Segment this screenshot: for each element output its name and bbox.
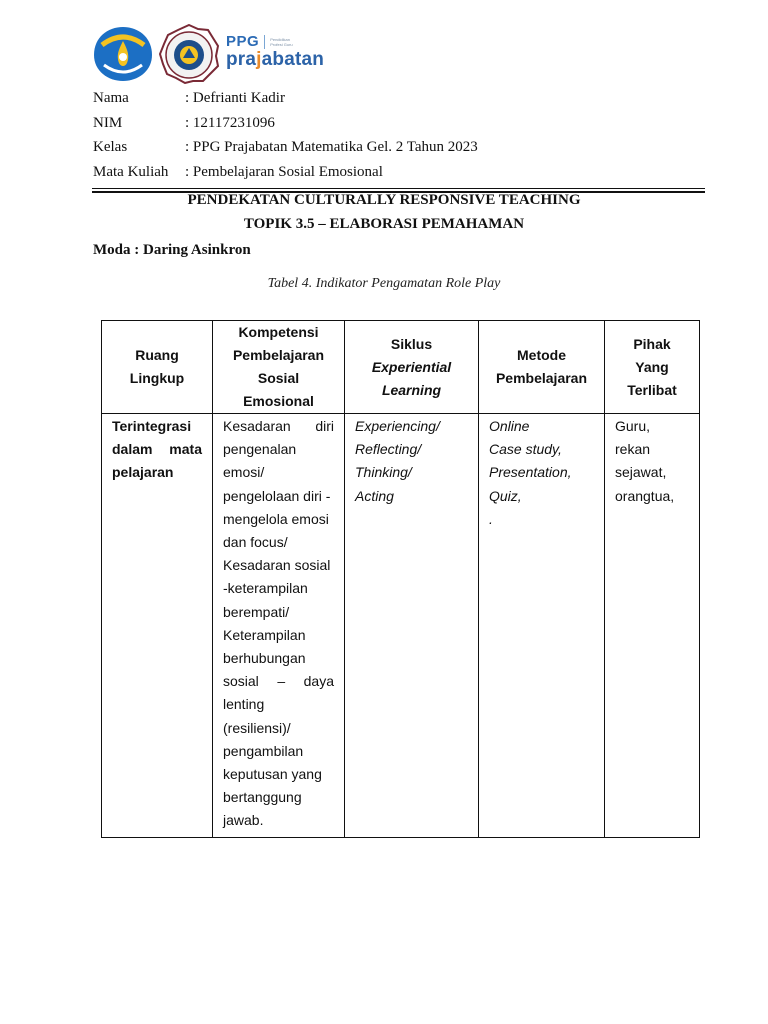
document-subtitle: TOPIK 3.5 – ELABORASI PEMAHAMAN	[243, 216, 525, 232]
ppg-prajabatan-logo	[226, 33, 324, 71]
student-class: : PPG Prajabatan Matematika Gel. 2 Tahun 2023	[185, 139, 478, 156]
header-metode: Metode Pembelajaran	[479, 321, 605, 414]
tut-wuri-handayani-logo	[92, 25, 154, 83]
header-logos	[92, 24, 324, 84]
identity-row-nama: Nama : Defrianti Kadir	[93, 86, 478, 111]
identity-row-kelas: Kelas : PPG Prajabatan Matematika Gel. 2 Tahun 2023	[93, 135, 478, 160]
ppg-subtext: Pendidikan Profesi Guru	[270, 36, 293, 47]
header-kompetensi: Kompetensi Pembelajaran Sosial Emosional	[213, 321, 345, 414]
header-siklus: Siklus Experiential Learning	[345, 321, 479, 414]
identity-row-mata-kuliah: Mata Kuliah : Pembelajaran Sosial Emosional	[93, 160, 478, 185]
header-ruang-lingkup: Ruang Lingkup	[102, 321, 213, 414]
identity-row-nim: NIM : 12117231096	[93, 111, 478, 136]
role-play-indicator-table	[101, 320, 700, 838]
student-identity	[93, 86, 478, 185]
ppg-brand: prajabatan	[226, 49, 325, 70]
cell-siklus: Experiencing/ Reflecting/ Thinking/ Acting	[345, 414, 479, 838]
cell-ruang-lingkup: Terintegrasi dalam mata pelajaran	[102, 414, 213, 838]
table-row	[102, 414, 700, 838]
ppg-word: PPG	[226, 33, 260, 50]
university-seal-logo	[158, 24, 220, 84]
table-header-row	[102, 321, 700, 414]
table-caption: Tabel 4. Indikator Pengamatan Role Play	[267, 276, 501, 291]
document-title: PENDEKATAN CULTURALLY RESPONSIVE TEACHING	[187, 192, 581, 208]
divider-thin	[92, 188, 705, 189]
cell-kompetensi: Kesadaran diri pengenalan emosi/ pengelolaan diri - mengelola emosi dan focus/ Kesadaran sosial -keterampilan berempati/ Keterampilan berhubungan sosial – daya lenting (resiliensi)/ pengambilan keputusan yang bertanggung jawab.	[213, 414, 345, 838]
student-nim: : 12117231096	[185, 114, 275, 131]
cell-metode: Online Case study, Presentation, Quiz, .	[479, 414, 605, 838]
header-pihak: Pihak Yang Terlibat	[605, 321, 700, 414]
mode-label: Moda : Daring Asinkron	[93, 242, 251, 258]
student-name: : Defrianti Kadir	[185, 90, 285, 106]
course-name: : Pembelajaran Sosial Emosional	[185, 164, 383, 181]
cell-pihak: Guru, rekan sejawat, orangtua,	[605, 414, 700, 838]
